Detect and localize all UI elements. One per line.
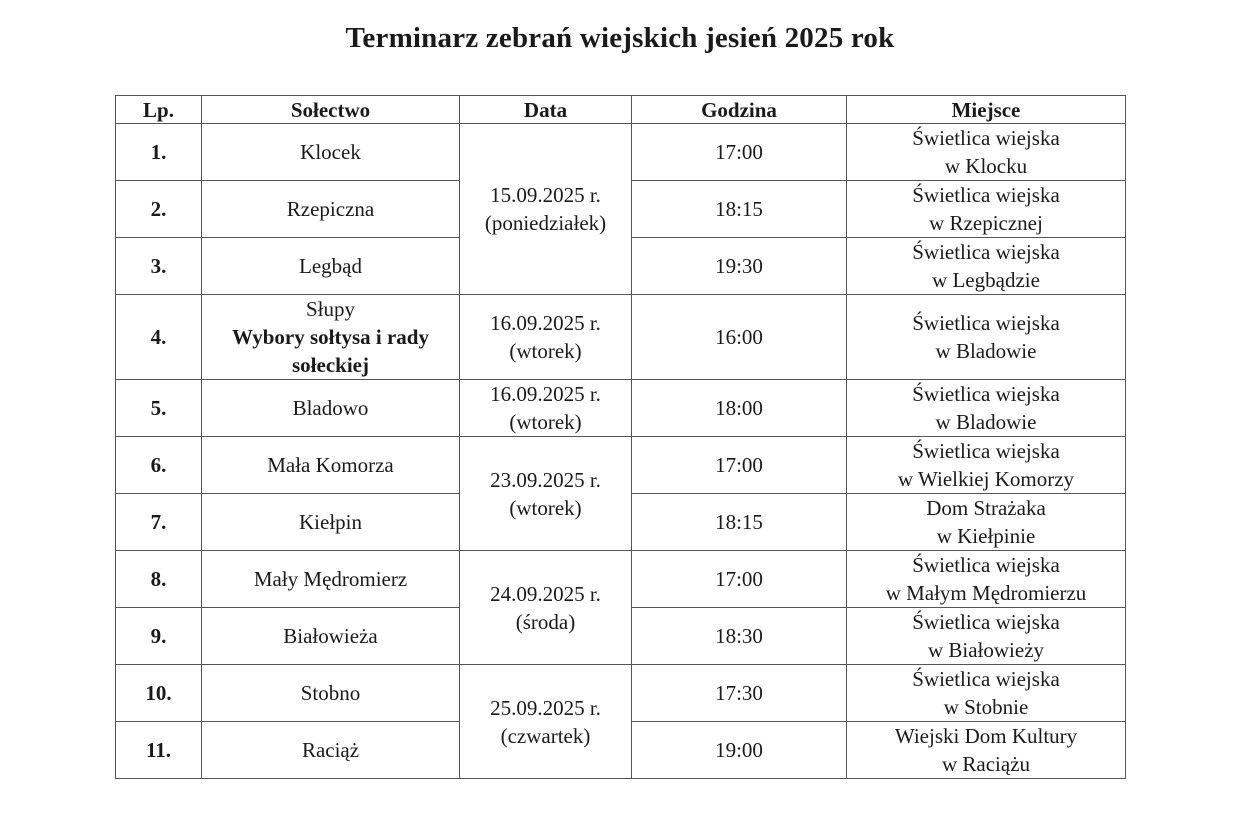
row-number: 8.	[116, 551, 202, 608]
meeting-date-cell	[460, 295, 632, 380]
meeting-time: 18:00	[632, 380, 847, 437]
meeting-place	[847, 722, 1126, 779]
place-line-1: Świetlica wiejska	[912, 126, 1060, 150]
meeting-date: 15.09.2025 r.	[490, 183, 601, 207]
row-number: 2.	[116, 181, 202, 238]
meeting-weekday: (czwartek)	[500, 723, 591, 748]
place-line-2: w Stobnie	[943, 695, 1029, 719]
place-line-2: w Raciążu	[941, 752, 1031, 776]
meeting-date: 16.09.2025 r.	[490, 382, 601, 406]
place-line-2: w Klocku	[944, 154, 1028, 178]
meeting-time: 18:30	[632, 608, 847, 665]
row-number: 1.	[116, 124, 202, 181]
meeting-date-cell	[460, 665, 632, 779]
meeting-date: 24.09.2025 r.	[490, 581, 601, 606]
place-line-2: w Białowieży	[927, 638, 1045, 662]
place-line-2: w Bladowie	[935, 339, 1037, 363]
meeting-place	[847, 380, 1126, 437]
meeting-time: 16:00	[632, 295, 847, 380]
meeting-place	[847, 181, 1126, 238]
header-lp: Lp.	[116, 96, 202, 124]
village-name: Bladowo	[202, 380, 460, 437]
table-row	[116, 124, 1126, 181]
meeting-date: 25.09.2025 r.	[490, 695, 601, 720]
meeting-place	[847, 437, 1126, 494]
meeting-time: 17:00	[632, 437, 847, 494]
table-header-row	[116, 96, 1126, 124]
place-line-1: Świetlica wiejska	[912, 439, 1060, 463]
meeting-schedule-table	[115, 95, 1126, 779]
village-name: Białowieża	[202, 608, 460, 665]
place-line-1: Świetlica wiejska	[912, 240, 1060, 264]
meeting-time: 18:15	[632, 181, 847, 238]
place-line-1: Świetlica wiejska	[912, 183, 1060, 207]
place-line-2: w Bladowie	[935, 410, 1037, 434]
meeting-date-cell	[460, 551, 632, 665]
village-name: Legbąd	[202, 238, 460, 295]
place-line-1: Świetlica wiejska	[912, 382, 1060, 406]
meeting-time: 17:00	[632, 551, 847, 608]
document-title: Terminarz zebrań wiejskich jesień 2025 rok	[345, 22, 895, 54]
village-name: Stobno	[202, 665, 460, 722]
table-row	[116, 665, 1126, 722]
meeting-time: 17:00	[632, 124, 847, 181]
header-solectwo: Sołectwo	[202, 96, 460, 124]
table-row	[116, 437, 1126, 494]
meeting-place	[847, 238, 1126, 295]
row-number: 5.	[116, 380, 202, 437]
place-line-2: w Wielkiej Komorzy	[897, 467, 1075, 491]
place-line-1: Dom Strażaka	[926, 496, 1046, 520]
table-row	[116, 551, 1126, 608]
meeting-time: 18:15	[632, 494, 847, 551]
meeting-date-cell	[460, 124, 632, 295]
header-godzina: Godzina	[632, 96, 847, 124]
place-line-2: w Rzepicznej	[929, 211, 1043, 235]
meeting-place	[847, 665, 1126, 722]
header-data: Data	[460, 96, 632, 124]
meeting-weekday: (poniedziałek)	[484, 211, 607, 235]
row-number: 11.	[116, 722, 202, 779]
village-name-cell	[202, 295, 460, 380]
election-note-line-1: Wybory sołtysa i rady	[232, 325, 429, 349]
meeting-place	[847, 494, 1126, 551]
row-number: 3.	[116, 238, 202, 295]
place-line-2: w Legbądzie	[932, 268, 1040, 292]
village-name: Słupy	[305, 297, 355, 321]
meeting-weekday: (środa)	[515, 609, 576, 634]
meeting-place	[847, 551, 1126, 608]
meeting-time: 19:00	[632, 722, 847, 779]
table-row	[116, 380, 1126, 437]
meeting-weekday: (wtorek)	[509, 339, 582, 363]
meeting-place	[847, 608, 1126, 665]
village-name: Mała Komorza	[202, 437, 460, 494]
row-number: 4.	[116, 295, 202, 380]
row-number: 7.	[116, 494, 202, 551]
place-line-2: w Kiełpinie	[936, 524, 1036, 548]
place-line-1: Świetlica wiejska	[912, 311, 1060, 335]
village-name: Rzepiczna	[202, 181, 460, 238]
place-line-1: Świetlica wiejska	[912, 610, 1060, 634]
village-name: Kiełpin	[202, 494, 460, 551]
meeting-time: 17:30	[632, 665, 847, 722]
place-line-1: Wiejski Dom Kultury	[894, 724, 1078, 748]
row-number: 10.	[116, 665, 202, 722]
meeting-date-cell	[460, 380, 632, 437]
row-number: 9.	[116, 608, 202, 665]
row-number: 6.	[116, 437, 202, 494]
meeting-weekday: (wtorek)	[509, 410, 582, 434]
header-miejsce: Miejsce	[847, 96, 1126, 124]
meeting-time: 19:30	[632, 238, 847, 295]
place-line-2: w Małym Mędromierzu	[885, 581, 1087, 605]
village-name: Raciąż	[202, 722, 460, 779]
meeting-place	[847, 295, 1126, 380]
meeting-date-cell	[460, 437, 632, 551]
village-name: Klocek	[202, 124, 460, 181]
village-name: Mały Mędromierz	[202, 551, 460, 608]
election-note-line-2: sołeckiej	[292, 353, 369, 377]
place-line-1: Świetlica wiejska	[912, 553, 1060, 577]
meeting-date: 16.09.2025 r.	[490, 311, 601, 335]
table-row	[116, 295, 1126, 380]
meeting-place	[847, 124, 1126, 181]
place-line-1: Świetlica wiejska	[912, 667, 1060, 691]
meeting-weekday: (wtorek)	[509, 495, 582, 520]
meeting-date: 23.09.2025 r.	[490, 467, 601, 492]
